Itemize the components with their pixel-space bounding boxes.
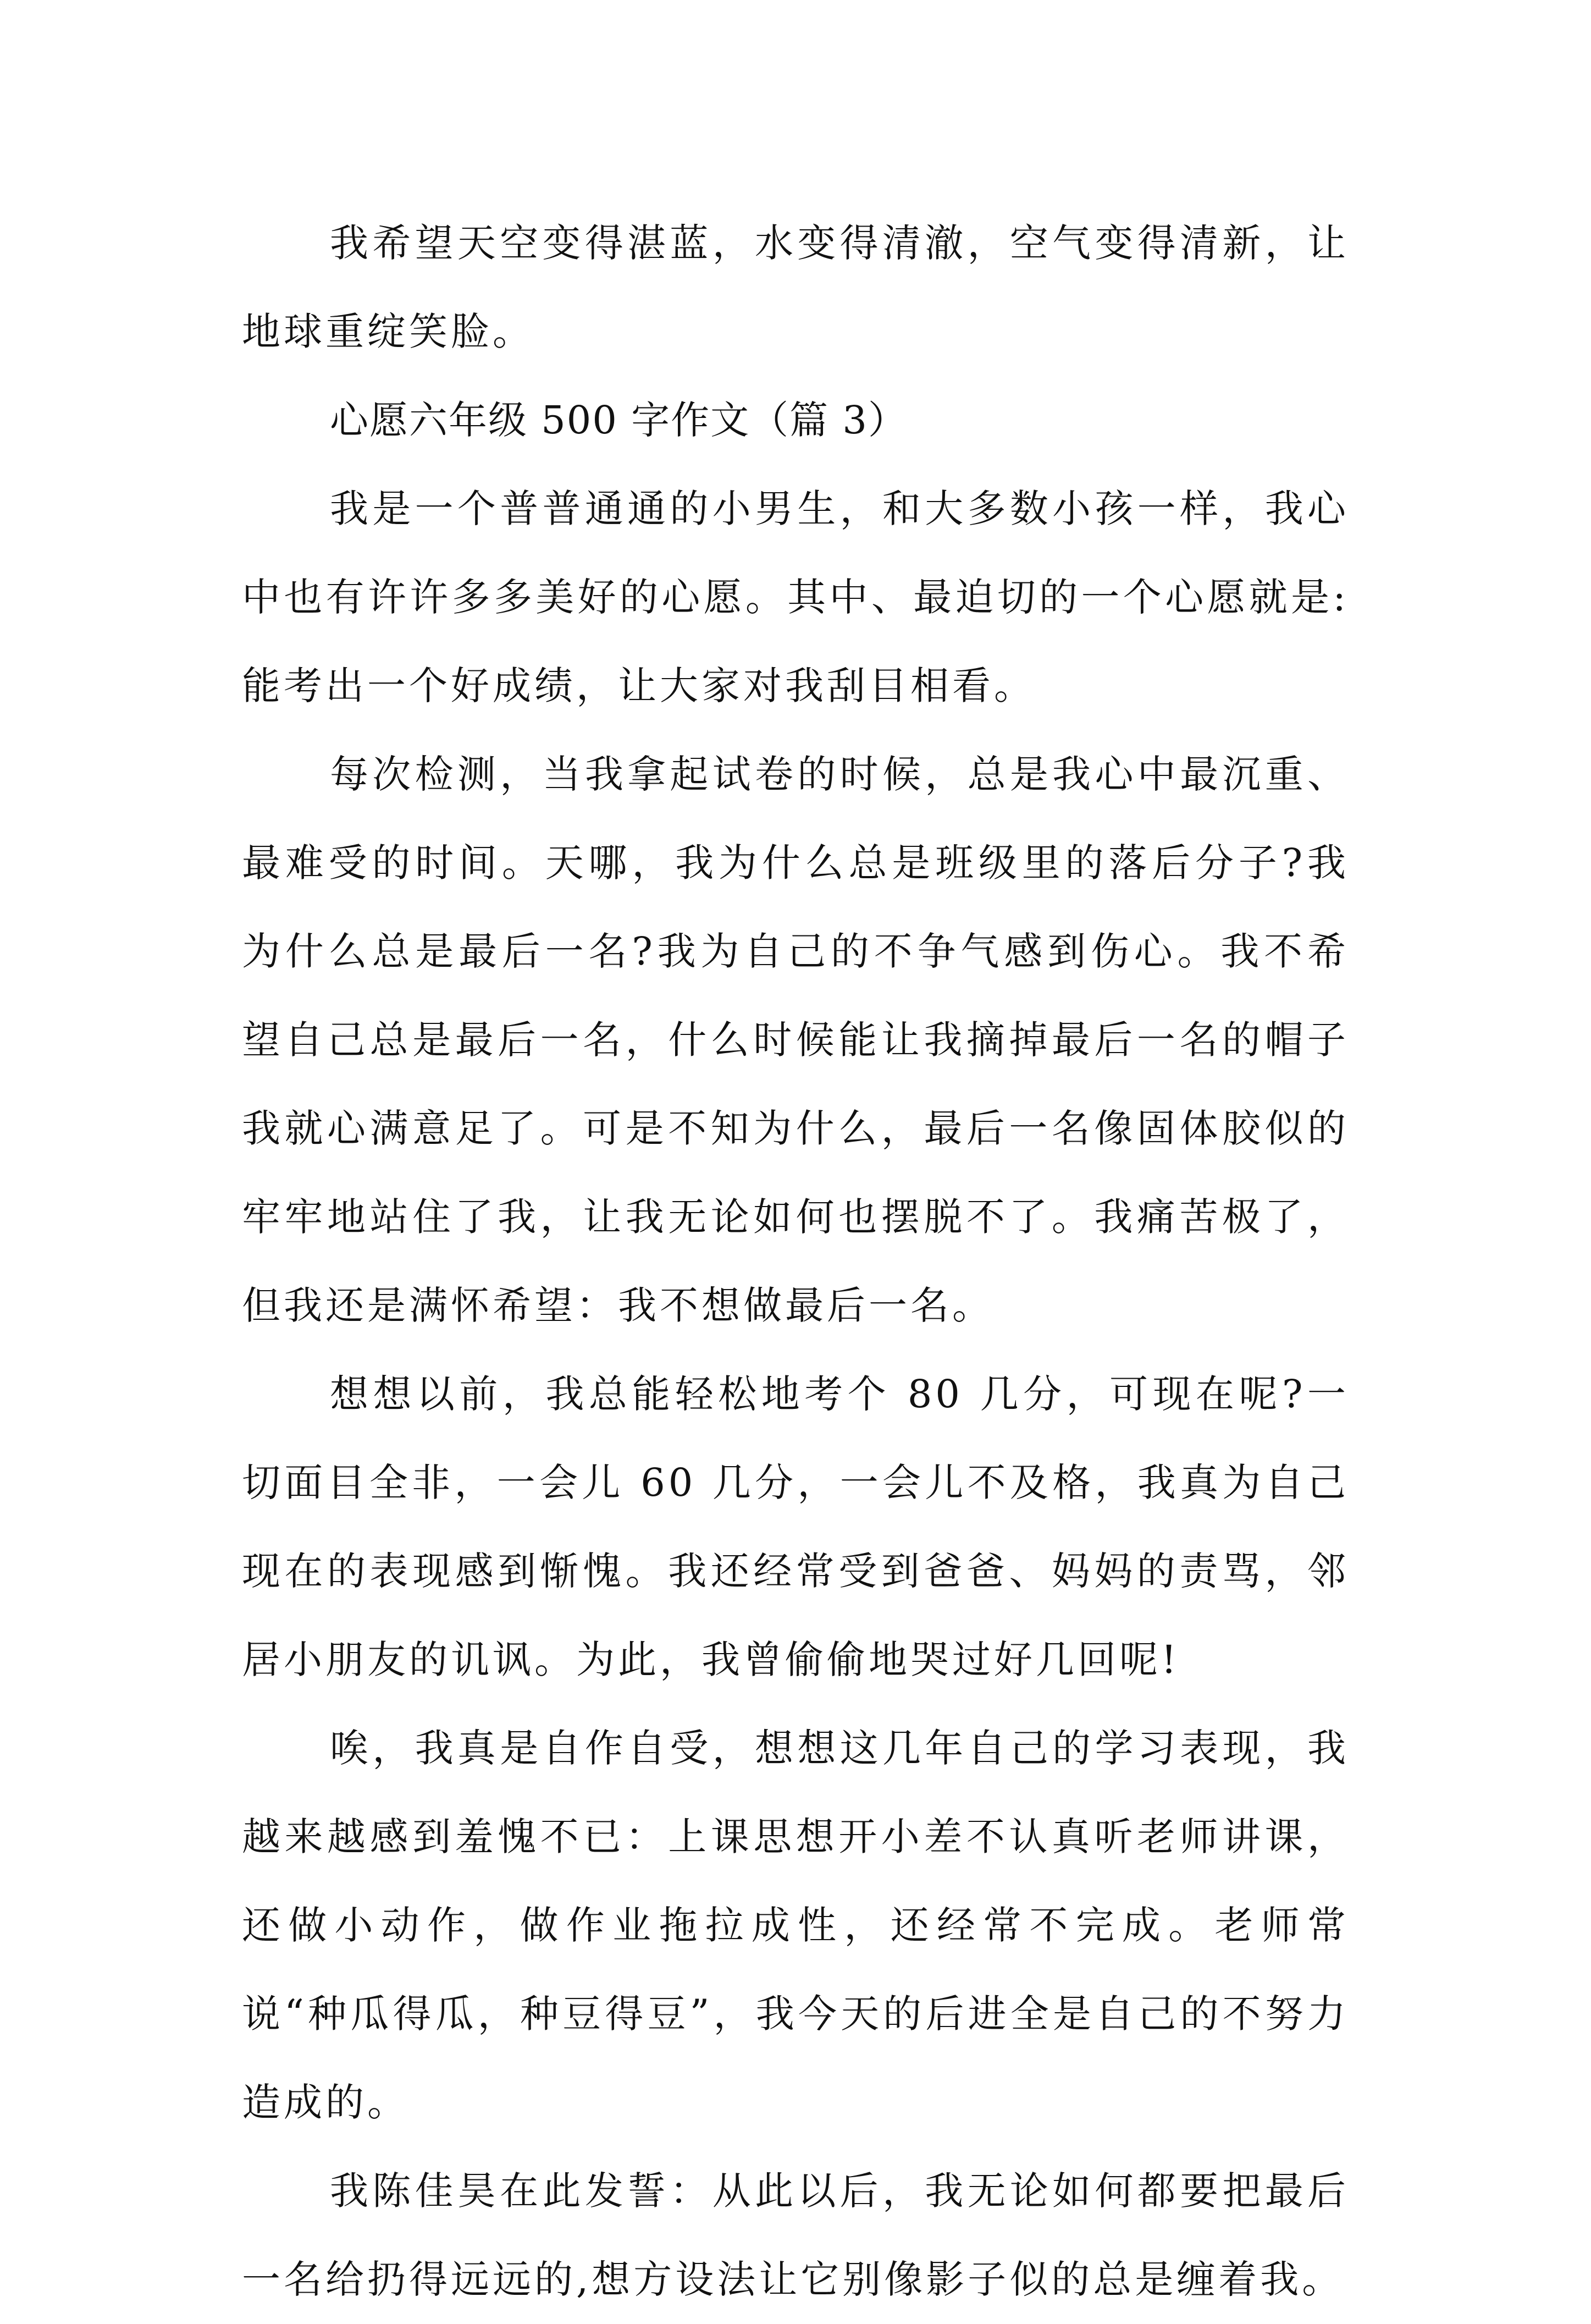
paragraph-1: 我希望天空变得湛蓝，水变得清澈，空气变得清新，让地球重绽笑脸。: [242, 221, 1349, 354]
paragraph-5: 唉，我真是自作自受，想想这几年自己的学习表现，我越来越感到羞愧不已：上课思想开小差不认真听老师讲课，还做小动作，做作业拖拉成性，还经常不完成。老师常说“种瓜得瓜，种豆得豆”，我今天的后进全是自己的不努力造成的。: [242, 1726, 1349, 2125]
paragraph-6: 我陈佳昊在此发誓：从此以后，我无论如何都要把最后一名给扔得远远的,想方设法让它别像影子似的总是缠着我。: [242, 2168, 1349, 2302]
section-heading: 心愿六年级 500 字作文（篇 3）: [330, 398, 908, 443]
paragraph-3: 每次检测，当我拿起试卷的时候，总是我心中最沉重、最难受的时间。天哪，我为什么总是班级里的落后分子?我为什么总是最后一名?我为自己的不争气感到伤心。我不希望自己总是最后一名，什么时候能让我摘掉最后一名的帽子我就心满意足了。可是不知为什么，最后一名像固体胶似的牢牢地站住了我，让我无论如何也摆脱不了。我痛苦极了，但我还是满怀希望：我不想做最后一名。: [242, 752, 1349, 1328]
paragraph-4: 想想以前，我总能轻松地考个 80 几分，可现在呢?一切面目全非，一会儿 60 几分，一会儿不及格，我真为自己现在的表现感到惭愧。我还经常受到爸爸、妈妈的责骂，邻居小朋友的讥讽。为此，我曾偷偷地哭过好几回呢!: [242, 1372, 1349, 1682]
paragraph-2: 我是一个普普通通的小男生，和大多数小孩一样，我心中也有许许多多美好的心愿。其中、最迫切的一个心愿就是:能考出一个好成绩，让大家对我刮目相看。: [242, 486, 1349, 708]
document-body: [242, 199, 1349, 2324]
